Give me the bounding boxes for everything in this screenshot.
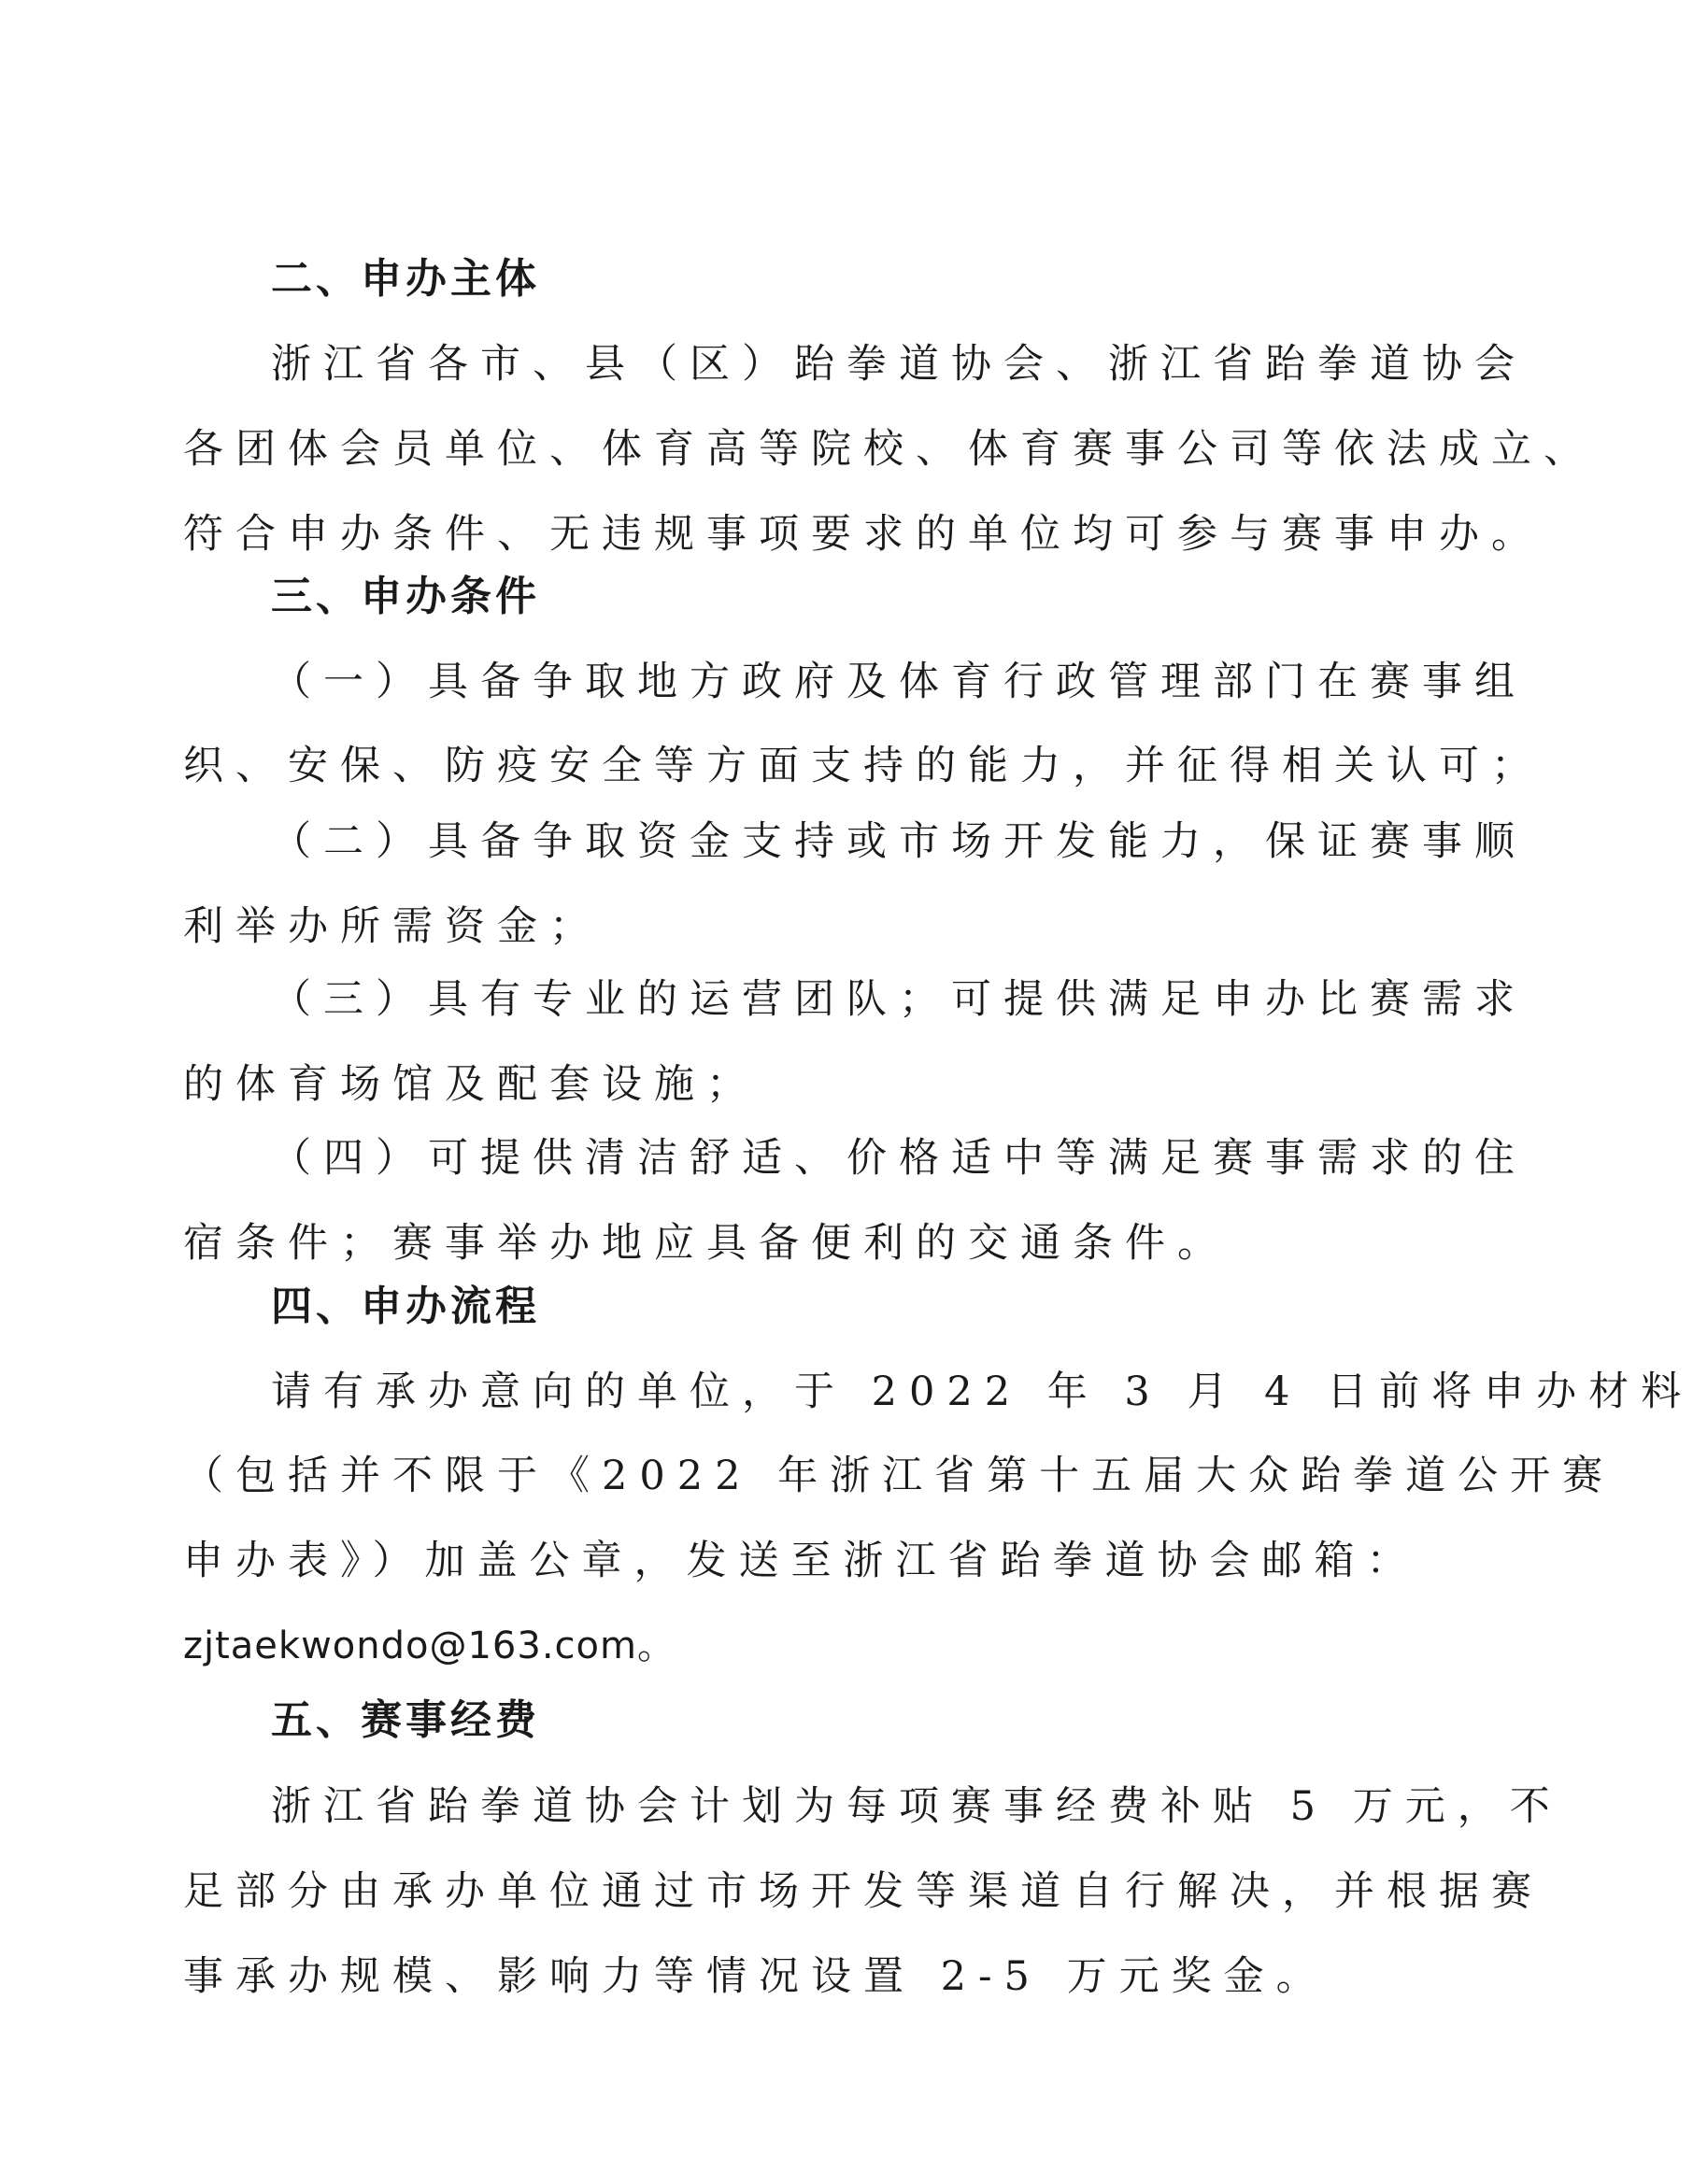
contact-email: zjtaekwondo@163.com。 [183, 1624, 676, 1667]
condition-item-line: 的体育场馆及配套设施； [183, 1061, 759, 1108]
paragraph-line: （包括并不限于《2022 年浙江省第十五届大众跆拳道公开赛 [183, 1453, 1615, 1499]
condition-item-line: （四）可提供清洁舒适、价格适中等满足赛事需求的住 [271, 1135, 1527, 1182]
paragraph-line: 足部分由承办单位通过市场开发等渠道自行解决，并根据赛 [183, 1868, 1544, 1915]
condition-item-line: 织、安保、防疫安全等方面支持的能力，并征得相关认可； [183, 743, 1544, 789]
condition-item-line: 宿条件；赛事举办地应具备便利的交通条件。 [183, 1220, 1230, 1267]
condition-item-line: 利举办所需资金； [183, 903, 602, 950]
condition-item-line: （一）具备争取地方政府及体育行政管理部门在赛事组 [271, 659, 1527, 705]
paragraph-line: 申办表》）加盖公章，发送至浙江省跆拳道协会邮箱： [183, 1538, 1419, 1584]
condition-item-line: （二）具备争取资金支持或市场开发能力，保证赛事顺 [271, 818, 1527, 865]
paragraph-line: 各团体会员单位、体育高等院校、体育赛事公司等依法成立、 [183, 426, 1596, 473]
section-heading-process: 四、申办流程 [271, 1283, 540, 1330]
paragraph-line: 浙江省各市、县（区）跆拳道协会、浙江省跆拳道协会 [271, 341, 1527, 388]
paragraph-line: 符合申办条件、无违规事项要求的单位均可参与赛事申办。 [183, 511, 1544, 558]
paragraph-line: 请有承办意向的单位，于 2022 年 3 月 4 日前将申办材料 [271, 1369, 1693, 1415]
paragraph-line: 浙江省跆拳道协会计划为每项赛事经费补贴 5 万元，不 [271, 1783, 1562, 1830]
section-heading-conditions: 三、申办条件 [271, 573, 540, 620]
section-heading-funding: 五、赛事经费 [271, 1696, 540, 1744]
paragraph-line: 事承办规模、影响力等情况设置 2-5 万元奖金。 [183, 1953, 1329, 2000]
condition-item-line: （三）具有专业的运营团队；可提供满足申办比赛需求 [271, 976, 1527, 1023]
section-heading-applicant: 二、申办主体 [271, 255, 540, 303]
